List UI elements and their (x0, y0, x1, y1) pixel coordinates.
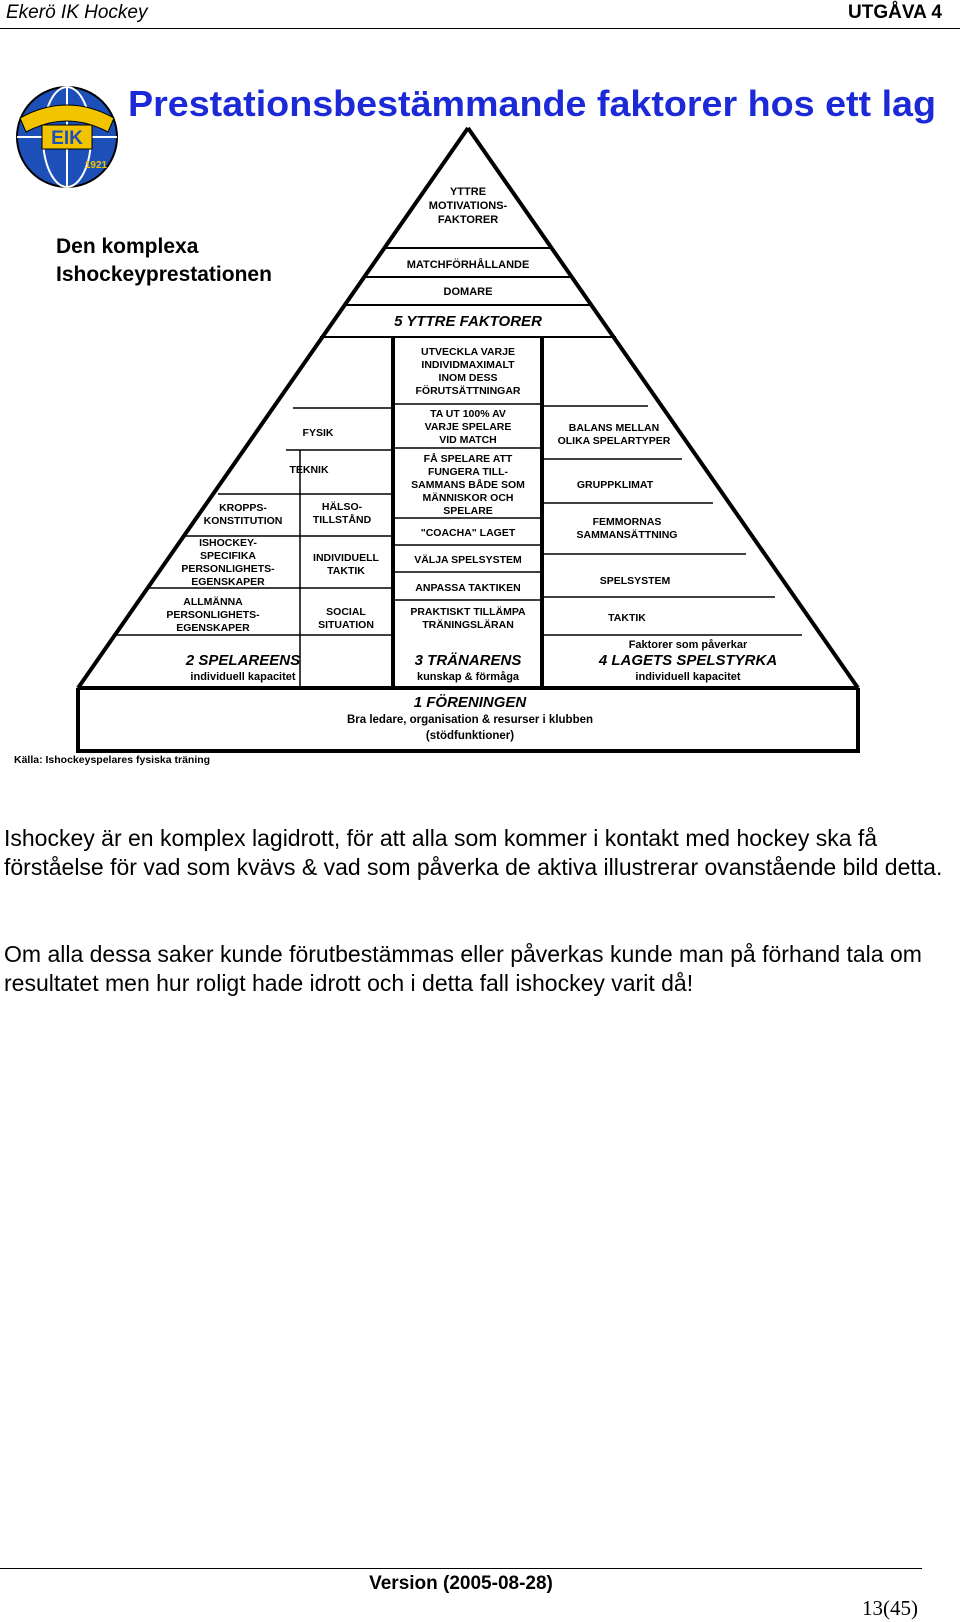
paragraph-conclusion: Om alla dessa saker kunde förutbestämmas eller påverkas kunde man på förhand tala om resultatet men hur roligt hade idrott och i detta fall ishockey varit då! (4, 941, 922, 996)
tranare-coacha: "COACHA" LAGET (420, 527, 516, 539)
tranare-anpassa: ANPASSA TAKTIKEN (415, 582, 521, 594)
section-1-line-2: Bra ledare, organisation & resurser i klubben (346, 714, 594, 726)
section-1-line-3: (stödfunktioner) (425, 730, 515, 742)
spelare-kropps-line-2: KONSTITUTION (203, 515, 283, 527)
tranare-taut-line-3: VID MATCH (439, 434, 497, 446)
apex-domare: DOMARE (443, 286, 493, 298)
tranare-utveckla-line-2: INDIVIDMAXIMALT (421, 359, 515, 371)
spelare-allmanna-line-3: EGENSKAPER (176, 622, 250, 634)
figure-title: Prestationsbestämmande faktorer hos ett lag (128, 83, 936, 124)
club-logo (17, 87, 117, 187)
lag-balans-line-2: OLIKA SPELARTYPER (557, 435, 671, 447)
spelare-ishockey-line-4: EGENSKAPER (191, 576, 265, 588)
section-3-sub: kunskap & förmåga (416, 671, 520, 683)
tranare-fa-line-2: FUNGERA TILL- (427, 466, 509, 478)
spelare-halso-line-2: TILLSTÅND (312, 514, 372, 526)
page-number: 13(45) (862, 1596, 918, 1620)
lag-balans-line-1: BALANS MELLAN (568, 422, 660, 434)
apex-yttre-line-1: YTTRE (449, 186, 487, 198)
footer-divider (0, 1568, 922, 1569)
lag-gruppklimat: GRUPPKLIMAT (576, 479, 654, 491)
tranare-utveckla-line-1: UTVECKLA VARJE (421, 346, 515, 358)
lag-spelsystem: SPELSYSTEM (599, 575, 671, 587)
logo-text: EIK (51, 128, 83, 149)
section-4-sub: individuell kapacitet (635, 671, 741, 683)
spelare-halso-line-1: HÄLSO- (321, 501, 363, 513)
header-title: Ekerö IK Hockey (6, 2, 148, 23)
header-edition: UTGÅVA 4 (848, 2, 942, 23)
section-2-label: 2 SPELAREENS (185, 652, 301, 669)
tranare-taut-line-1: TA UT 100% AV (430, 408, 506, 420)
tranare-fa-line-5: SPELARE (443, 505, 493, 517)
apex-yttre-line-3: FAKTORER (437, 214, 499, 226)
lag-faktorer: Faktorer som påverkar (628, 639, 748, 651)
spelare-kropps-line-1: KROPPS- (219, 502, 267, 514)
section-2-sub: individuell kapacitet (190, 671, 296, 683)
section-1-label: 1 FÖRENINGEN (413, 694, 527, 711)
footer-version: Version (2005-08-28) (369, 1573, 553, 1594)
spelare-teknik: TEKNIK (289, 464, 329, 476)
figure-source: Källa: Ishockeyspelares fysiska träning (14, 754, 211, 766)
section-3-label: 3 TRÄNARENS (414, 652, 522, 669)
tranare-taut-line-2: VARJE SPELARE (424, 421, 512, 433)
figure-subtitle-line-1: Den komplexa (56, 235, 199, 258)
tranare-fa-line-1: FÅ SPELARE ATT (423, 453, 513, 465)
lag-femmornas-line-2: SAMMANSÄTTNING (576, 529, 678, 541)
tranare-fa-line-3: SAMMANS BÅDE SOM (411, 479, 525, 491)
tranare-praktiskt-line-1: PRAKTISKT TILLÄMPA (410, 606, 526, 618)
tranare-utveckla-line-4: FÖRUTSÄTTNINGAR (415, 385, 521, 397)
paragraph-intro: Ishockey är en komplex lagidrott, för att alla som kommer i kontakt med hockey ska få förståelse för vad som kvävs & vad som påverka de aktiva illustrerar ovanstående bild detta. (4, 825, 943, 880)
tranare-valja: VÄLJA SPELSYSTEM (414, 554, 522, 566)
spelare-individuell-line-1: INDIVIDUELL (313, 552, 379, 564)
tranare-fa-line-4: MÄNNISKOR OCH (422, 492, 514, 504)
spelare-ishockey-line-1: ISHOCKEY- (199, 537, 257, 549)
pyramid-figure (0, 70, 960, 800)
figure-subtitle-line-2: Ishockeyprestationen (56, 263, 272, 286)
lag-taktik: TAKTIK (608, 612, 646, 624)
spelare-allmanna-line-1: ALLMÄNNA (183, 596, 243, 608)
spelare-ishockey-line-2: SPECIFIKA (199, 550, 257, 562)
section-5-label: 5 YTTRE FAKTORER (394, 313, 542, 330)
lag-femmornas-line-1: FEMMORNAS (592, 516, 662, 528)
tranare-utveckla-line-3: INOM DESS (438, 372, 498, 384)
apex-yttre-line-2: MOTIVATIONS- (428, 200, 508, 212)
section-4-label: 4 LAGETS SPELSTYRKA (598, 652, 778, 669)
spelare-individuell-line-2: TAKTIK (327, 565, 365, 577)
spelare-social-line-2: SITUATION (318, 619, 374, 631)
spelare-fysik: FYSIK (302, 427, 334, 439)
tranare-praktiskt-line-2: TRÄNINGSLÄRAN (422, 619, 514, 631)
apex-match: MATCHFÖRHÅLLANDE (406, 259, 530, 271)
spelare-ishockey-line-3: PERSONLIGHETS- (181, 563, 275, 575)
spelare-social-line-1: SOCIAL (326, 606, 366, 618)
header-divider (0, 28, 960, 29)
logo-year: 1921 (84, 160, 108, 171)
spelare-allmanna-line-2: PERSONLIGHETS- (166, 609, 260, 621)
